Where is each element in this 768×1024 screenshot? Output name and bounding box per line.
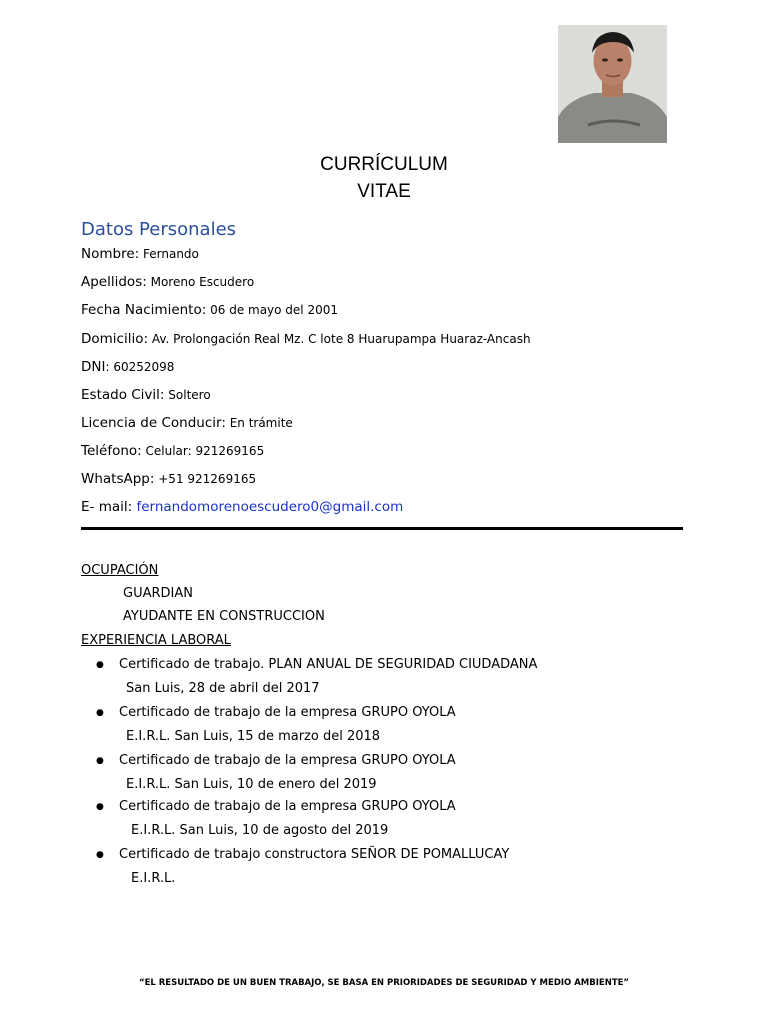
title-line-2: VITAE bbox=[357, 181, 411, 202]
divider-line bbox=[81, 527, 683, 530]
experience-item-detail: San Luis, 28 de abril del 2017 bbox=[126, 681, 320, 696]
title-line-1: CURRÍCULUM bbox=[320, 154, 448, 175]
field-value: +51 921269165 bbox=[154, 472, 257, 486]
experience-item-title: Certificado de trabajo. PLAN ANUAL DE SEGURIDAD CIUDADANA bbox=[119, 657, 538, 672]
field-row-whatsapp bbox=[81, 471, 256, 487]
experience-item-title: Certificado de trabajo de la empresa GRUPO OYOLA bbox=[119, 753, 456, 768]
experience-heading: EXPERIENCIA LABORAL bbox=[81, 633, 231, 648]
field-label: DNI bbox=[81, 359, 106, 375]
field-row-fecha-nacimiento bbox=[81, 302, 338, 318]
bullet-icon: ● bbox=[96, 708, 104, 718]
field-label: Fecha Nacimiento: bbox=[81, 302, 207, 318]
bullet-icon: ● bbox=[96, 756, 104, 766]
field-label: Nombre: bbox=[81, 246, 140, 262]
email-link[interactable]: fernandomorenoescudero0@gmail.com bbox=[136, 499, 404, 515]
experience-item-detail: E.I.R.L. bbox=[131, 871, 176, 886]
field-value: En trámite bbox=[225, 416, 293, 430]
bullet-icon: ● bbox=[96, 850, 104, 860]
field-value: Fernando bbox=[139, 247, 199, 261]
field-value: Celular: 921269165 bbox=[141, 444, 265, 458]
field-row-nombre bbox=[81, 246, 199, 262]
field-label: WhatsApp: bbox=[81, 471, 155, 487]
field-value: 06 de mayo del 2001 bbox=[206, 303, 338, 317]
field-value: Soltero bbox=[164, 388, 211, 402]
field-row-domicilio bbox=[81, 331, 531, 347]
bullet-icon: ● bbox=[96, 660, 104, 670]
field-row-estado-civil bbox=[81, 387, 211, 403]
experience-item-title: Certificado de trabajo de la empresa GRUPO OYOLA bbox=[119, 705, 456, 720]
occupation-heading: OCUPACIÓN bbox=[81, 563, 159, 578]
personal-data-heading: Datos Personales bbox=[81, 219, 237, 240]
field-label: Apellidos: bbox=[81, 274, 147, 290]
experience-item-detail: E.I.R.L. San Luis, 10 de agosto del 2019 bbox=[131, 823, 389, 838]
occupation-item: AYUDANTE EN CONSTRUCCION bbox=[123, 609, 325, 624]
field-value: : 60252098 bbox=[105, 360, 175, 374]
bullet-icon: ● bbox=[96, 802, 104, 812]
field-label: Licencia de Conducir: bbox=[81, 415, 226, 431]
experience-item-detail: E.I.R.L. San Luis, 10 de enero del 2019 bbox=[126, 777, 377, 792]
field-value: Av. Prolongación Real Mz. C lote 8 Huarupampa Huaraz-Ancash bbox=[148, 332, 531, 346]
footer-quote: “EL RESULTADO DE UN BUEN TRABAJO, SE BASA EN PRIORIDADES DE SEGURIDAD Y MEDIO AMBIENTE” bbox=[138, 978, 630, 988]
field-row-dni bbox=[81, 359, 174, 375]
field-label: Estado Civil: bbox=[81, 387, 165, 403]
field-label: Domicilio: bbox=[81, 331, 149, 347]
email-label: E- mail: bbox=[81, 499, 137, 515]
field-row-telefono bbox=[81, 443, 264, 459]
experience-item-detail: E.I.R.L. San Luis, 15 de marzo del 2018 bbox=[126, 729, 381, 744]
experience-item-title: Certificado de trabajo de la empresa GRUPO OYOLA bbox=[119, 799, 456, 814]
field-label: Teléfono: bbox=[81, 443, 142, 459]
profile-photo bbox=[558, 25, 667, 143]
field-row-email bbox=[81, 499, 403, 515]
field-row-licencia bbox=[81, 415, 293, 431]
field-row-apellidos bbox=[81, 274, 254, 290]
experience-item-title: Certificado de trabajo constructora SEÑOR DE POMALLUCAY bbox=[119, 847, 510, 862]
field-value: Moreno Escudero bbox=[146, 275, 255, 289]
occupation-item: GUARDIAN bbox=[123, 586, 193, 601]
